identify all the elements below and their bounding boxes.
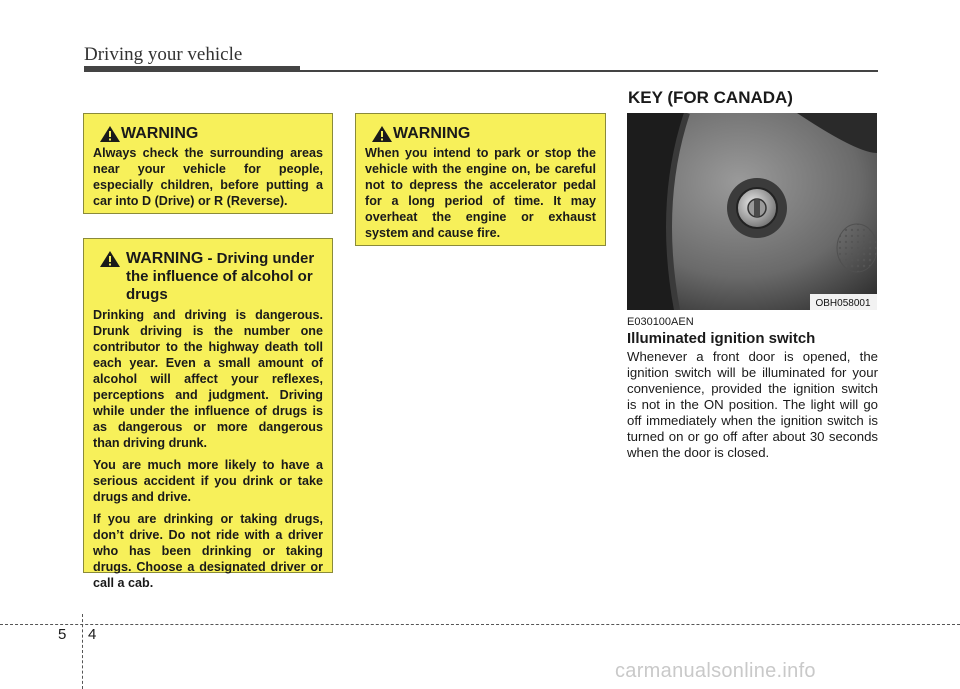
warning-title: WARNING [126,250,204,267]
warning-box-alcohol [83,238,333,590]
warning-text: Always check the surrounding areas near your vehicle for people, especially children, before putting a car into D (Drive) or R (Reverse). [93,146,323,208]
image-label: OBH058001 [815,298,871,309]
subheading: Illuminated ignition switch [627,330,816,347]
warning-box-surroundings [83,113,333,214]
section-number: 5 [58,626,67,643]
page-number: 4 [88,626,97,643]
warning-paragraph: If you are drinking or taking drugs, don’t drive. Do not ride with a driver who has been drinking or taking drugs. Choose a designated driver or call a cab. [93,512,323,590]
warning-paragraph: Drinking and driving is dangerous. Drunk driving is the number one contributor to the highway death toll each year. Even a small amount of alcohol will affect your reflexes, perceptions and judgment. Driving while under the influence of drugs is as dangerous or more dangerous than driving drunk. [93,308,323,450]
warning-triangle-icon [99,125,121,143]
ignition-switch-photo [627,113,877,310]
warning-title: WARNING [393,125,471,142]
watermark: carmanualsonline.info [615,660,816,682]
warning-title: WARNING [121,125,199,142]
body-text: Whenever a front door is opened, the ignition switch will be illuminated for your convenience, provided the ignition switch is not in the ON position. The light will go off immediately when the ignition switch is turned on or go off after about 30 seconds when the door is closed. [627,349,878,460]
footer-rule [0,624,960,625]
header-rule-thin [300,70,878,72]
warning-triangle-icon [371,125,393,143]
warning-box-overheat [355,113,606,246]
header-rule [84,66,300,72]
warning-subtitle: - Driving under the influence of alcohol or drugs [126,250,315,303]
warning-paragraph: You are much more likely to have a serious accident if you drink or take drugs and drive. [93,458,323,504]
page-header-title: Driving your vehicle [84,44,243,65]
section-code: E030100AEN [627,316,694,328]
warning-text: When you intend to park or stop the vehicle with the engine on, be careful not to depress the accelerator pedal for a long period of time. It may overheat the engine or exhaust system and cause fire. [365,146,596,240]
warning-triangle-icon [99,250,121,268]
footer-divider [82,614,83,689]
section-title: KEY (FOR CANADA) [628,88,793,107]
